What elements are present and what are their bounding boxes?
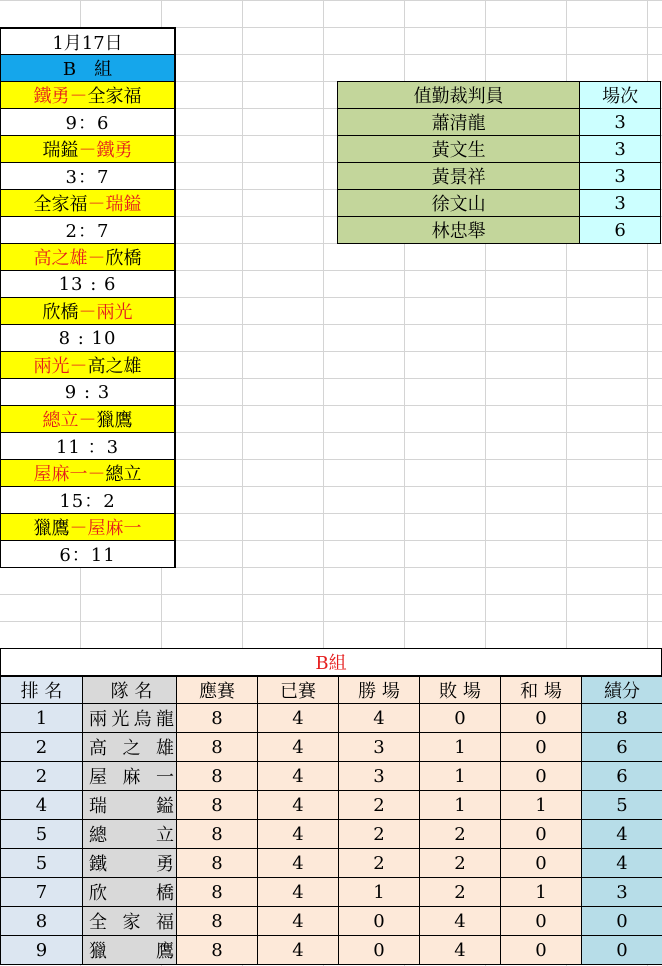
match-separator: －: [87, 194, 106, 215]
referee-name[interactable]: 徐文山: [338, 190, 580, 217]
header-wins[interactable]: 勝 場: [339, 677, 420, 704]
match-away-team: 高之雄: [87, 356, 142, 377]
match-teams-cell[interactable]: [1, 189, 174, 216]
match-separator: －: [69, 356, 88, 377]
referee-row: [338, 109, 661, 136]
referee-header-count[interactable]: 場次: [580, 82, 661, 109]
referee-header-name[interactable]: 值勤裁判員: [338, 82, 580, 109]
header-points[interactable]: 績分: [582, 677, 662, 704]
should-play-cell[interactable]: 8: [177, 849, 258, 878]
wins-cell[interactable]: 2: [339, 791, 420, 820]
wins-cell[interactable]: 2: [339, 820, 420, 849]
should-play-cell[interactable]: 8: [177, 878, 258, 907]
losses-cell[interactable]: 1: [420, 791, 501, 820]
standings-row: [1, 907, 662, 936]
match-schedule: [0, 27, 176, 568]
referee-name[interactable]: 林忠舉: [338, 217, 580, 244]
played-cell[interactable]: 4: [258, 849, 339, 878]
match-home-team: 全家福: [33, 194, 88, 215]
match-score-cell[interactable]: 15：2: [1, 486, 174, 513]
standings-row: [1, 878, 662, 907]
match-away-team: 總立: [105, 464, 142, 485]
points-cell[interactable]: 0: [582, 907, 662, 936]
draws-cell[interactable]: 0: [501, 820, 582, 849]
played-cell[interactable]: 4: [258, 704, 339, 733]
match-score-cell[interactable]: 11 ：3: [1, 432, 174, 459]
losses-cell[interactable]: 1: [420, 733, 501, 762]
referee-rows: [338, 109, 661, 244]
standings-table: [0, 676, 662, 965]
referee-count[interactable]: 3: [580, 163, 661, 190]
team-name-cell[interactable]: 高之雄: [83, 733, 177, 762]
header-rank[interactable]: 排 名: [1, 677, 83, 704]
match-score-cell[interactable]: 3：7: [1, 162, 174, 189]
team-name-cell[interactable]: 全家福: [83, 907, 177, 936]
points-cell[interactable]: 3: [582, 878, 662, 907]
match-separator: －: [87, 464, 106, 485]
rank-cell[interactable]: 1: [1, 704, 83, 733]
points-cell[interactable]: 5: [582, 791, 662, 820]
match-away-team: 全家福: [87, 86, 142, 107]
referee-count[interactable]: 3: [580, 136, 661, 163]
match-separator: －: [69, 86, 88, 107]
rank-cell[interactable]: 4: [1, 791, 83, 820]
match-teams-cell[interactable]: [1, 405, 174, 432]
points-cell[interactable]: 0: [582, 936, 662, 965]
match-separator: －: [69, 518, 88, 539]
referee-table: [337, 81, 661, 244]
standings-title[interactable]: B組: [0, 648, 662, 676]
referee-name[interactable]: 蕭清龍: [338, 109, 580, 136]
referee-header-row: [338, 82, 661, 109]
referee-count[interactable]: 6: [580, 217, 661, 244]
wins-cell[interactable]: 2: [339, 849, 420, 878]
match-home-team: 瑞鎰: [42, 140, 79, 161]
should-play-cell[interactable]: 8: [177, 820, 258, 849]
draws-cell[interactable]: 0: [501, 907, 582, 936]
match-teams-cell[interactable]: [1, 459, 174, 486]
team-name-cell[interactable]: 獵鷹: [83, 936, 177, 965]
played-cell[interactable]: 4: [258, 733, 339, 762]
match-separator: －: [78, 302, 97, 323]
match-home-team: 高之雄: [33, 248, 88, 269]
header-team[interactable]: 隊 名: [83, 677, 177, 704]
losses-cell[interactable]: 1: [420, 762, 501, 791]
wins-cell[interactable]: 3: [339, 733, 420, 762]
standings-row: [1, 820, 662, 849]
wins-cell[interactable]: 3: [339, 762, 420, 791]
losses-cell[interactable]: 4: [420, 907, 501, 936]
match-away-team: 鐵勇: [96, 140, 133, 161]
match-away-team: 獵鷹: [96, 410, 133, 431]
header-draws[interactable]: 和 場: [501, 677, 582, 704]
draws-cell[interactable]: 1: [501, 878, 582, 907]
team-name-cell[interactable]: 鐵勇: [83, 849, 177, 878]
referee-name[interactable]: 黃文生: [338, 136, 580, 163]
match-home-team: 鐵勇: [33, 86, 70, 107]
match-teams-cell[interactable]: [1, 81, 174, 108]
rank-cell[interactable]: 7: [1, 878, 83, 907]
match-score-cell[interactable]: 9 : 3: [1, 378, 174, 405]
match-teams-cell[interactable]: [1, 243, 174, 270]
standings-row: [1, 791, 662, 820]
losses-cell[interactable]: 4: [420, 936, 501, 965]
draws-cell[interactable]: 0: [501, 704, 582, 733]
rank-cell[interactable]: 5: [1, 820, 83, 849]
points-cell[interactable]: 8: [582, 704, 662, 733]
match-away-team: 瑞鎰: [105, 194, 142, 215]
match-list: [1, 81, 174, 567]
should-play-cell[interactable]: 8: [177, 733, 258, 762]
referee-row: [338, 217, 661, 244]
match-home-team: 總立: [42, 410, 79, 431]
standings-row: [1, 936, 662, 965]
match-score-cell[interactable]: 2：7: [1, 216, 174, 243]
referee-row: [338, 163, 661, 190]
standings-row: [1, 733, 662, 762]
team-name-cell[interactable]: 總立: [83, 820, 177, 849]
wins-cell[interactable]: 4: [339, 704, 420, 733]
standings-rows: [1, 704, 662, 965]
rank-cell[interactable]: 2: [1, 733, 83, 762]
draws-cell[interactable]: 1: [501, 791, 582, 820]
should-play-cell[interactable]: 8: [177, 762, 258, 791]
played-cell[interactable]: 4: [258, 878, 339, 907]
standings-row: [1, 849, 662, 878]
should-play-cell[interactable]: 8: [177, 907, 258, 936]
should-play-cell[interactable]: 8: [177, 936, 258, 965]
match-home-team: 欣橋: [42, 302, 79, 323]
wins-cell[interactable]: 0: [339, 907, 420, 936]
standings-row: [1, 762, 662, 791]
match-teams-cell[interactable]: [1, 135, 174, 162]
points-cell[interactable]: 6: [582, 762, 662, 791]
played-cell[interactable]: 4: [258, 762, 339, 791]
draws-cell[interactable]: 0: [501, 762, 582, 791]
should-play-cell[interactable]: 8: [177, 704, 258, 733]
draws-cell[interactable]: 0: [501, 936, 582, 965]
rank-cell[interactable]: 2: [1, 762, 83, 791]
match-home-team: 兩光: [33, 356, 70, 377]
played-cell[interactable]: 4: [258, 791, 339, 820]
match-separator: －: [78, 410, 97, 431]
match-score-cell[interactable]: 9：6: [1, 108, 174, 135]
match-score-cell[interactable]: 6：11: [1, 540, 174, 567]
team-name-cell[interactable]: 屋麻一: [83, 762, 177, 791]
points-cell[interactable]: 4: [582, 849, 662, 878]
referee-row: [338, 136, 661, 163]
rank-cell[interactable]: 9: [1, 936, 83, 965]
losses-cell[interactable]: 0: [420, 704, 501, 733]
match-away-team: 欣橋: [105, 248, 142, 269]
losses-cell[interactable]: 2: [420, 849, 501, 878]
header-losses[interactable]: 敗 場: [420, 677, 501, 704]
match-home-team: 獵鷹: [33, 518, 70, 539]
losses-cell[interactable]: 2: [420, 820, 501, 849]
wins-cell[interactable]: 1: [339, 878, 420, 907]
match-separator: －: [78, 140, 97, 161]
match-score-cell[interactable]: 13 : 6: [1, 270, 174, 297]
match-away-team: 兩光: [96, 302, 133, 323]
match-score-cell[interactable]: 8 : 10: [1, 324, 174, 351]
match-teams-cell[interactable]: [1, 351, 174, 378]
draws-cell[interactable]: 0: [501, 733, 582, 762]
played-cell[interactable]: 4: [258, 820, 339, 849]
schedule-date[interactable]: 1月17日: [1, 27, 174, 54]
wins-cell[interactable]: 0: [339, 936, 420, 965]
match-separator: －: [87, 248, 106, 269]
team-name-cell[interactable]: 瑞鎰: [83, 791, 177, 820]
referee-count[interactable]: 3: [580, 109, 661, 136]
rank-cell[interactable]: 5: [1, 849, 83, 878]
points-cell[interactable]: 4: [582, 820, 662, 849]
rank-cell[interactable]: 8: [1, 907, 83, 936]
header-played[interactable]: 已賽: [258, 677, 339, 704]
played-cell[interactable]: 4: [258, 936, 339, 965]
referee-row: [338, 190, 661, 217]
points-cell[interactable]: 6: [582, 733, 662, 762]
referee-name[interactable]: 黃景祥: [338, 163, 580, 190]
match-home-team: 屋麻一: [33, 464, 88, 485]
match-away-team: 屋麻一: [87, 518, 142, 539]
standings-row: [1, 704, 662, 733]
standings-header-row: [1, 677, 662, 704]
team-name-cell[interactable]: 欣橋: [83, 878, 177, 907]
header-should-play[interactable]: 應賽: [177, 677, 258, 704]
team-name-cell[interactable]: 兩光烏龍: [83, 704, 177, 733]
should-play-cell[interactable]: 8: [177, 791, 258, 820]
schedule-group-header[interactable]: B 組: [1, 54, 174, 81]
played-cell[interactable]: 4: [258, 907, 339, 936]
draws-cell[interactable]: 0: [501, 849, 582, 878]
losses-cell[interactable]: 2: [420, 878, 501, 907]
match-teams-cell[interactable]: [1, 297, 174, 324]
referee-count[interactable]: 3: [580, 190, 661, 217]
match-teams-cell[interactable]: [1, 513, 174, 540]
